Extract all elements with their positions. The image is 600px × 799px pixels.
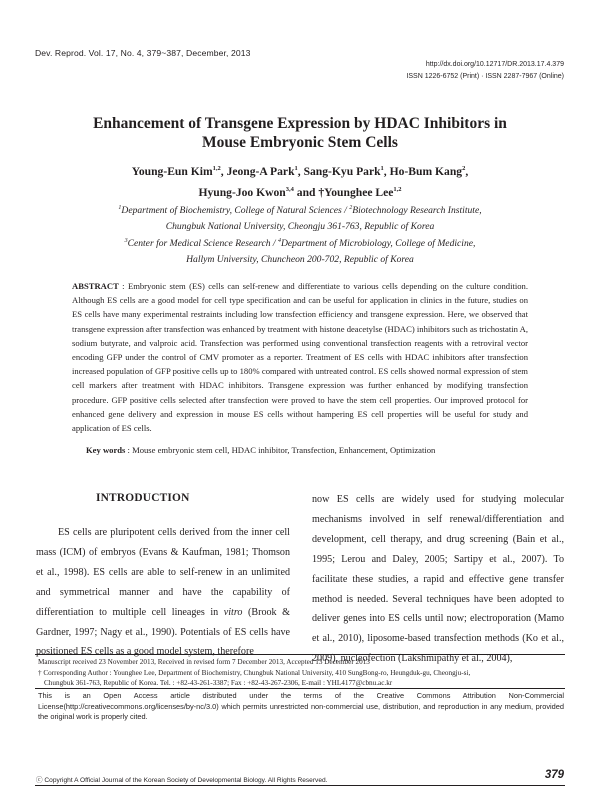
- author-name: †Younghee Lee: [318, 185, 394, 199]
- open-access-notice: This is an Open Access article distributed under the terms of the Creative Commons Attribution Non-Commercial License(http://creativecommons.org/licenses/by-nc/3.0) which permits unrestricted non-commercial use, distribution, and reproduction in any medium, provided the original work is properly cited.: [38, 691, 564, 721]
- affiliation-line-2: Chungbuk National University, Cheongju 361-763, Republic of Korea: [165, 220, 435, 232]
- title-line-1: Enhancement of Transgene Expression by HDAC Inhibitors in: [93, 115, 507, 132]
- footer-rule: [35, 785, 565, 786]
- author-affiliation-mark: 1,2: [212, 165, 221, 172]
- paper-title: [60, 115, 540, 152]
- intro-paragraph-continued: now ES cells are widely used for studying molecular mechanisms involved in self renewal/differentiation and development, cell therapy, and drug screening (Bain et al., 1995; Lerou and Daley, 2005; Sartipy et al., 2007). To facilitate these studies, a rapid and effective gene transfer method is needed. Several techniques have been adopted to deliver genes into ES cells until now; electroporation (Mamo et al., 2010), liposome-based transfection methods (Ko et al., 2009), nucleofection (Lakshmipathy et al., 2004),: [312, 494, 564, 665]
- body-column-left: [36, 523, 290, 662]
- author-affiliation-mark: 2: [462, 165, 466, 172]
- affiliation-line-1: $^1$Department of Biochemistry, College of Natural Sciences / $^2$Biotechnology Research Institute,: [118, 205, 482, 217]
- body-column-right: [312, 490, 564, 669]
- author-line-1: Young-Eun Kim$^{1,2}$, Jeong-A Park$^1$, Sang-Kyu Park$^1$, Ho-Bum Kang$^2$,: [131, 164, 469, 178]
- author-affiliation-mark: 1: [380, 165, 384, 172]
- corresponding-author: † Corresponding Author : Younghee Lee, Department of Biochemistry, Chungbuk National University, 410 SungBong-ro, Heungduk-gu, Cheongju-si,: [38, 668, 471, 677]
- author-name: Hyung-Joo Kwon: [198, 185, 286, 199]
- author-name: Young-Eun Kim: [131, 164, 213, 178]
- affiliation-line-4: Hallym University, Chuncheon 200-702, Republic of Korea: [186, 253, 414, 265]
- issn-line: ISSN 1226-6752 (Print) · ISSN 2287-7967 (Online): [406, 73, 564, 80]
- keywords-label: Key words: [86, 445, 126, 455]
- keywords-text: : Mouse embryonic stem cell, HDAC inhibitor, Transfection, Enhancement, Optimization: [125, 445, 436, 455]
- author-list: [60, 160, 540, 202]
- author-affiliation-mark: 1: [294, 165, 298, 172]
- abstract: [72, 279, 528, 435]
- doi-link[interactable]: http://dx.doi.org/10.12717/DR.2013.17.4.379: [425, 61, 564, 68]
- title-line-2: Mouse Embryonic Stem Cells: [202, 133, 398, 151]
- license-divider: [35, 688, 565, 689]
- author-name: Jeong-A Park: [226, 164, 295, 178]
- abstract-label: ABSTRACT: [72, 281, 119, 291]
- page-number: 379: [544, 769, 564, 781]
- affiliations: [50, 201, 550, 267]
- author-name: Ho-Bum Kang: [389, 164, 463, 178]
- corresponding-author-contact: Chungbuk 361-763, Republic of Korea. Tel. : +82-43-261-3387; Fax : +82-43-267-2306, E-mail : YHL4177@cbnu.ac.kr: [44, 679, 393, 688]
- author-affiliation-mark: 1,2: [393, 185, 402, 193]
- author-line-2: Hyung-Joo Kwon$^{3,4}$ and †Younghee Lee$^{1,2}$: [198, 185, 402, 199]
- author-name: Sang-Kyu Park: [303, 164, 381, 178]
- journal-citation: Dev. Reprod. Vol. 17, No. 4, 379~387, December, 2013: [35, 48, 251, 58]
- keywords: [86, 443, 528, 457]
- author-affiliation-mark: 3,4: [285, 185, 294, 193]
- abstract-text: : Embryonic stem (ES) cells can self-renew and differentiate to various cells depending on the culture condition. Although ES cells are a good model for cell type specification and can be useful for application in clinics in the future, studies on ES cells have many experimental restraints including low transfection efficiency and transgene expression. Here, we observed that transgene expression after transfection was enhanced by treatment with histone deacetylse (HDAC) inhibitors such as trichostatin A, sodium butyrate, and valproic acid. Transfection was performed using conventional transfection reagents with a retroviral vector encoding GFP under the control of CMV promoter as a reporter. Treatment of ES cells with HDAC inhibitors after transfection increased population of GFP positive cells up to 180% compared with untreated control. ES cells showed normal expression of stem cell markers after treatment with HDAC inhibitors. Transgene expression was further enhanced by modifying transfection procedure. GFP positive cells selected after transfection were proved to have the stem cell properties. Our improved protocol for enhanced gene delivery and expression in mouse ES cells without hampering ES cell properties will be useful for study and application of ES cells.: [72, 281, 528, 434]
- section-heading-introduction: INTRODUCTION: [96, 492, 190, 504]
- copyright-notice: ⓒ Copyright A Official Journal of the Korean Society of Developmental Biology. All Rights Reserved.: [36, 777, 328, 784]
- footnotes: [38, 657, 564, 689]
- manuscript-dates: Manuscript received 23 November 2013, Received in revised form 7 December 2013, Accepted 13 December 2013: [38, 658, 370, 666]
- affiliation-line-3: $^3$Center for Medical Science Research / $^4$Department of Microbiology, College of Medicine,: [124, 238, 476, 250]
- footnote-divider: [35, 654, 565, 655]
- intro-paragraph: ES cells are pluripotent cells derived from the inner cell mass (ICM) of embryos (Evans & Kaufman, 1981; Thomson et al., 1998). ES cells are able to self-renew in an unlimited and symmetrical manner and have the capability of differentiation to multiple cell lineages in vitro (Brook & Gardner, 1997; Nagy et al., 1990). Potentials of ES cells have positioned ES cells as a good model system, therefore: [36, 527, 290, 658]
